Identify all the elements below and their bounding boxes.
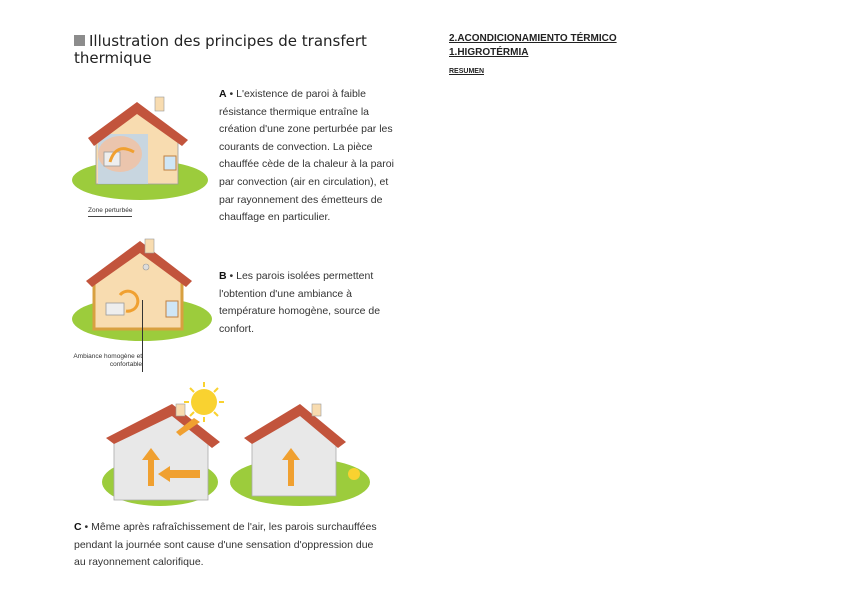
paragraph-b xyxy=(219,268,395,338)
paragraph-c-text: Même après rafraîchissement de l'air, les parois surchauffées pendant la journée sont cause d'une sensation d'oppression due au rayonnement calorifique. xyxy=(74,521,377,569)
paragraph-c-letter: C xyxy=(74,521,82,533)
caption-b-leader-line xyxy=(142,300,143,372)
paragraph-b-text: Les parois isolées permettent l'obtention d'une ambiance à température homogène, source de confort. xyxy=(219,270,381,335)
paragraph-c xyxy=(74,519,384,572)
illustration-houses-c xyxy=(100,382,380,517)
heading-resumen: RESUMEN xyxy=(449,68,485,75)
caption-zone-perturbee: Zone perturbée xyxy=(88,207,132,217)
illustration-house-a xyxy=(70,92,215,202)
paragraph-a xyxy=(219,86,395,227)
paragraph-a-letter: A xyxy=(219,88,227,100)
section-title xyxy=(74,33,404,67)
title-bullet-square xyxy=(74,35,85,46)
paragraph-c-bullet: • xyxy=(84,521,89,533)
caption-ambiance-homogene: Ambiance homogène et confortable xyxy=(73,353,142,368)
section-title-text: Illustration des principes de transfert thermique xyxy=(74,32,367,67)
heading-acondicionamiento-termico: 2.ACONDICIONAMIENTO TÉRMICO xyxy=(449,33,617,44)
heading-higrotermia: 1.HIGROTÉRMIA xyxy=(449,47,529,58)
paragraph-b-bullet: • xyxy=(229,270,234,282)
paragraph-b-letter: B xyxy=(219,270,227,282)
paragraph-a-text: L'existence de paroi à faible résistance thermique entraîne la création d'une zone perturbée par les courants de convection. La pièce chauffée cède de la chaleur à la paroi par convection (air en circulation), et par rayonnement des émetteurs de chauffage en particulier. xyxy=(219,88,394,224)
paragraph-a-bullet: • xyxy=(229,88,234,100)
